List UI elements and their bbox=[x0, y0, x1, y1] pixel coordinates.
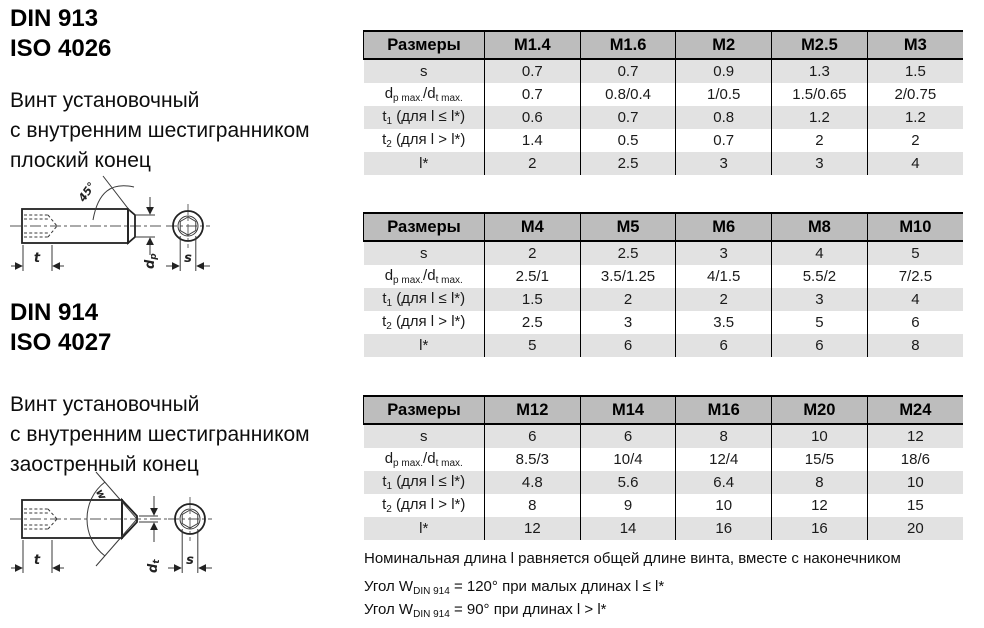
header-cell-M2.5: M2.5 bbox=[772, 31, 868, 59]
value-cell: 10 bbox=[867, 471, 963, 494]
table-row bbox=[364, 152, 964, 175]
din913-flat-point-drawing bbox=[8, 170, 238, 284]
text-segment: (для l ≤ l*) bbox=[392, 473, 466, 490]
table-row bbox=[364, 241, 964, 265]
subscript-text: DIN 914 bbox=[413, 609, 450, 620]
header-cell-M6: M6 bbox=[676, 213, 772, 241]
table-row bbox=[364, 334, 964, 357]
value-cell: 4 bbox=[772, 241, 868, 265]
value-cell: 3 bbox=[772, 288, 868, 311]
value-cell: 6 bbox=[772, 334, 868, 357]
value-cell: 3 bbox=[580, 311, 676, 334]
value-cell: 1.2 bbox=[867, 106, 963, 129]
value-cell: 4/1.5 bbox=[676, 265, 772, 288]
value-cell: 2 bbox=[772, 129, 868, 152]
note-nominal-length bbox=[364, 550, 901, 567]
text-segment: = 120° при малых длинах l ≤ l* bbox=[449, 578, 665, 595]
text-segment: d bbox=[384, 450, 394, 467]
text-segment: s bbox=[420, 245, 428, 262]
header-row bbox=[364, 213, 964, 241]
subscript-text: p max. bbox=[393, 458, 424, 469]
table-row bbox=[364, 288, 964, 311]
description-din914 bbox=[10, 390, 310, 480]
description-line: заостренный конец bbox=[10, 453, 199, 476]
hex-size-label: s bbox=[184, 251, 192, 266]
table-row bbox=[364, 106, 964, 129]
text-segment: t bbox=[382, 313, 387, 330]
point-diameter-label: dt bbox=[146, 559, 162, 573]
end-view bbox=[168, 497, 212, 573]
value-cell: 4 bbox=[867, 152, 963, 175]
value-cell: 5 bbox=[867, 241, 963, 265]
row-label-cell bbox=[364, 311, 485, 334]
value-cell: 16 bbox=[676, 517, 772, 540]
text-segment: = 90° при длинах l > l* bbox=[449, 601, 607, 618]
dimensions-table bbox=[363, 212, 963, 357]
value-cell: 5.6 bbox=[580, 471, 676, 494]
value-cell: 1/0.5 bbox=[676, 83, 772, 106]
text-segment: l* bbox=[419, 520, 429, 537]
angle-label: w bbox=[92, 486, 110, 502]
table-row bbox=[364, 129, 964, 152]
value-cell: 20 bbox=[867, 517, 963, 540]
row-label-cell bbox=[364, 265, 485, 288]
value-cell: 3 bbox=[772, 152, 868, 175]
value-cell: 0.6 bbox=[485, 106, 581, 129]
value-cell: 12 bbox=[772, 494, 868, 517]
value-cell: 10/4 bbox=[580, 448, 676, 471]
value-cell: 0.7 bbox=[485, 83, 581, 106]
dimensions-table bbox=[363, 30, 963, 175]
value-cell: 2 bbox=[867, 129, 963, 152]
header-cell-M24: M24 bbox=[867, 396, 963, 424]
value-cell: 0.7 bbox=[485, 59, 581, 83]
value-cell: 2.5 bbox=[485, 311, 581, 334]
value-cell: 8 bbox=[867, 334, 963, 357]
standard-line: ISO 4026 bbox=[10, 35, 112, 62]
header-cell-M2: M2 bbox=[676, 31, 772, 59]
value-cell: 1.5 bbox=[867, 59, 963, 83]
header-cell-M16: M16 bbox=[676, 396, 772, 424]
value-cell: 6 bbox=[867, 311, 963, 334]
text-segment: /d bbox=[423, 267, 436, 284]
value-cell: 4.8 bbox=[485, 471, 581, 494]
header-cell-M8: M8 bbox=[772, 213, 868, 241]
table-row bbox=[364, 83, 964, 106]
text-segment: t bbox=[382, 108, 387, 125]
table-row bbox=[364, 471, 964, 494]
value-cell: 3.5/1.25 bbox=[580, 265, 676, 288]
subscript-text: DIN 914 bbox=[413, 586, 450, 597]
value-cell: 2 bbox=[485, 241, 581, 265]
value-cell: 14 bbox=[580, 517, 676, 540]
text-segment: Угол W bbox=[364, 601, 414, 618]
text-segment: (для l ≤ l*) bbox=[392, 290, 466, 307]
value-cell: 2.5/1 bbox=[485, 265, 581, 288]
text-segment: t bbox=[382, 473, 387, 490]
text-segment: Угол W bbox=[364, 578, 414, 595]
table-row bbox=[364, 448, 964, 471]
subscript-text: 2 bbox=[386, 321, 392, 332]
standard-heading-din914 bbox=[10, 298, 111, 358]
subscript-text: t max. bbox=[435, 275, 463, 286]
subscript-text: 1 bbox=[386, 298, 393, 309]
row-label-cell bbox=[364, 59, 485, 83]
subscript-text: t max. bbox=[435, 93, 463, 104]
subscript-text: t max. bbox=[435, 458, 463, 469]
subscript-text: p max. bbox=[393, 93, 424, 104]
value-cell: 6 bbox=[580, 424, 676, 448]
description-line: Винт установочный bbox=[10, 89, 200, 112]
value-cell: 12/4 bbox=[676, 448, 772, 471]
header-cell-M5: M5 bbox=[580, 213, 676, 241]
value-cell: 1.2 bbox=[772, 106, 868, 129]
note-angle-120 bbox=[364, 578, 664, 597]
value-cell: 0.7 bbox=[676, 129, 772, 152]
value-cell: 7/2.5 bbox=[867, 265, 963, 288]
din914-cone-point-drawing bbox=[8, 470, 238, 588]
value-cell: 3 bbox=[676, 152, 772, 175]
hex-size-dimension bbox=[168, 529, 212, 573]
value-cell: 16 bbox=[772, 517, 868, 540]
row-label-cell bbox=[364, 494, 485, 517]
point-diameter-dimension bbox=[135, 197, 159, 269]
text-segment: t bbox=[382, 290, 387, 307]
standard-line: DIN 914 bbox=[10, 299, 99, 326]
header-row bbox=[364, 396, 964, 424]
row-label-cell bbox=[364, 517, 485, 540]
text-segment: /d bbox=[423, 450, 436, 467]
value-cell: 6.4 bbox=[676, 471, 772, 494]
socket-depth-label: t bbox=[33, 251, 41, 266]
row-label-cell bbox=[364, 241, 485, 265]
value-cell: 2 bbox=[580, 288, 676, 311]
socket-depth-dimension bbox=[11, 540, 64, 573]
table-row bbox=[364, 311, 964, 334]
header-cell-M4: M4 bbox=[485, 213, 581, 241]
value-cell: 12 bbox=[867, 424, 963, 448]
value-cell: 1.3 bbox=[772, 59, 868, 83]
text-segment: l* bbox=[419, 337, 429, 354]
value-cell: 2/0.75 bbox=[867, 83, 963, 106]
row-label-cell bbox=[364, 471, 485, 494]
size-table-m12-m24 bbox=[363, 395, 963, 540]
table-row bbox=[364, 265, 964, 288]
socket-depth-dimension bbox=[11, 245, 64, 271]
socket-depth-label: t bbox=[33, 553, 41, 568]
value-cell: 3 bbox=[676, 241, 772, 265]
text-segment: d bbox=[384, 267, 394, 284]
row-label-cell bbox=[364, 83, 485, 106]
subscript-text: p max. bbox=[393, 275, 424, 286]
angle-label: 45° bbox=[75, 179, 99, 205]
value-cell: 0.7 bbox=[580, 106, 676, 129]
row-label-cell bbox=[364, 129, 485, 152]
value-cell: 15/5 bbox=[772, 448, 868, 471]
header-cell-M1.6: M1.6 bbox=[580, 31, 676, 59]
text-segment: (для l > l*) bbox=[391, 313, 466, 330]
text-segment: (для l > l*) bbox=[391, 496, 466, 513]
standard-heading-din913 bbox=[10, 4, 111, 64]
row-label-cell bbox=[364, 334, 485, 357]
text-segment: (для l ≤ l*) bbox=[392, 108, 466, 125]
row-label-cell bbox=[364, 448, 485, 471]
value-cell: 5 bbox=[772, 311, 868, 334]
value-cell: 8 bbox=[676, 424, 772, 448]
value-cell: 10 bbox=[772, 424, 868, 448]
subscript-text: 2 bbox=[386, 504, 392, 515]
standard-line: DIN 913 bbox=[10, 5, 99, 32]
value-cell: 2 bbox=[676, 288, 772, 311]
value-cell: 0.9 bbox=[676, 59, 772, 83]
value-cell: 3.5 bbox=[676, 311, 772, 334]
point-diameter-dimension bbox=[139, 496, 162, 573]
value-cell: 2.5 bbox=[580, 241, 676, 265]
row-label-cell bbox=[364, 288, 485, 311]
row-label-cell bbox=[364, 106, 485, 129]
header-cell-M1.4: M1.4 bbox=[485, 31, 581, 59]
header-cell-M20: M20 bbox=[772, 396, 868, 424]
size-table-m4-m10 bbox=[363, 212, 963, 357]
text-segment: l* bbox=[419, 155, 429, 172]
value-cell: 8 bbox=[772, 471, 868, 494]
point-diameter-label: dp bbox=[143, 253, 159, 269]
subscript-text: 2 bbox=[386, 139, 392, 150]
header-cell-M3: M3 bbox=[867, 31, 963, 59]
header-row bbox=[364, 31, 964, 59]
row-label-cell bbox=[364, 152, 485, 175]
table-row bbox=[364, 59, 964, 83]
table-row bbox=[364, 517, 964, 540]
value-cell: 9 bbox=[580, 494, 676, 517]
value-cell: 15 bbox=[867, 494, 963, 517]
header-cell-M12: M12 bbox=[485, 396, 581, 424]
value-cell: 6 bbox=[580, 334, 676, 357]
value-cell: 8.5/3 bbox=[485, 448, 581, 471]
value-cell: 2.5 bbox=[580, 152, 676, 175]
description-line: плоский конец bbox=[10, 149, 151, 172]
value-cell: 2 bbox=[485, 152, 581, 175]
header-cell-M10: M10 bbox=[867, 213, 963, 241]
value-cell: 6 bbox=[676, 334, 772, 357]
size-table-m1_4-m3 bbox=[363, 30, 963, 175]
value-cell: 0.5 bbox=[580, 129, 676, 152]
value-cell: 10 bbox=[676, 494, 772, 517]
table-row bbox=[364, 494, 964, 517]
chamfer-angle-annotation bbox=[75, 176, 134, 220]
description-line: Винт установочный bbox=[10, 393, 200, 416]
value-cell: 0.7 bbox=[580, 59, 676, 83]
table-row bbox=[364, 424, 964, 448]
text-segment: d bbox=[384, 85, 394, 102]
text-segment: (для l > l*) bbox=[391, 131, 466, 148]
note-angle-90 bbox=[364, 601, 607, 620]
value-cell: 8 bbox=[485, 494, 581, 517]
description-line: с внутренним шестигранником bbox=[10, 423, 310, 446]
value-cell: 5.5/2 bbox=[772, 265, 868, 288]
text-segment: /d bbox=[423, 85, 436, 102]
value-cell: 0.8 bbox=[676, 106, 772, 129]
header-cell-sizes: Размеры bbox=[364, 31, 485, 59]
end-view bbox=[166, 204, 210, 271]
header-cell-M14: M14 bbox=[580, 396, 676, 424]
side-view bbox=[10, 472, 168, 573]
dimensions-table bbox=[363, 395, 963, 540]
text-segment: Номинальная длина l равняется общей длине винта, вместе с наконечником bbox=[364, 550, 901, 567]
value-cell: 1.5/0.65 bbox=[772, 83, 868, 106]
value-cell: 1.5 bbox=[485, 288, 581, 311]
value-cell: 6 bbox=[485, 424, 581, 448]
text-segment: s bbox=[420, 428, 428, 445]
text-segment: s bbox=[420, 63, 428, 80]
subscript-text: 1 bbox=[386, 481, 393, 492]
header-cell-sizes: Размеры bbox=[364, 396, 485, 424]
hex-size-label: s bbox=[186, 553, 194, 568]
value-cell: 0.8/0.4 bbox=[580, 83, 676, 106]
value-cell: 5 bbox=[485, 334, 581, 357]
value-cell: 4 bbox=[867, 288, 963, 311]
row-label-cell bbox=[364, 424, 485, 448]
description-line: с внутренним шестигранником bbox=[10, 119, 310, 142]
header-cell-sizes: Размеры bbox=[364, 213, 485, 241]
description-din913 bbox=[10, 86, 310, 176]
standard-line: ISO 4027 bbox=[10, 329, 112, 356]
subscript-text: 1 bbox=[386, 116, 393, 127]
value-cell: 12 bbox=[485, 517, 581, 540]
text-segment: t bbox=[382, 496, 387, 513]
value-cell: 18/6 bbox=[867, 448, 963, 471]
value-cell: 1.4 bbox=[485, 129, 581, 152]
text-segment: t bbox=[382, 131, 387, 148]
side-view bbox=[10, 176, 162, 271]
